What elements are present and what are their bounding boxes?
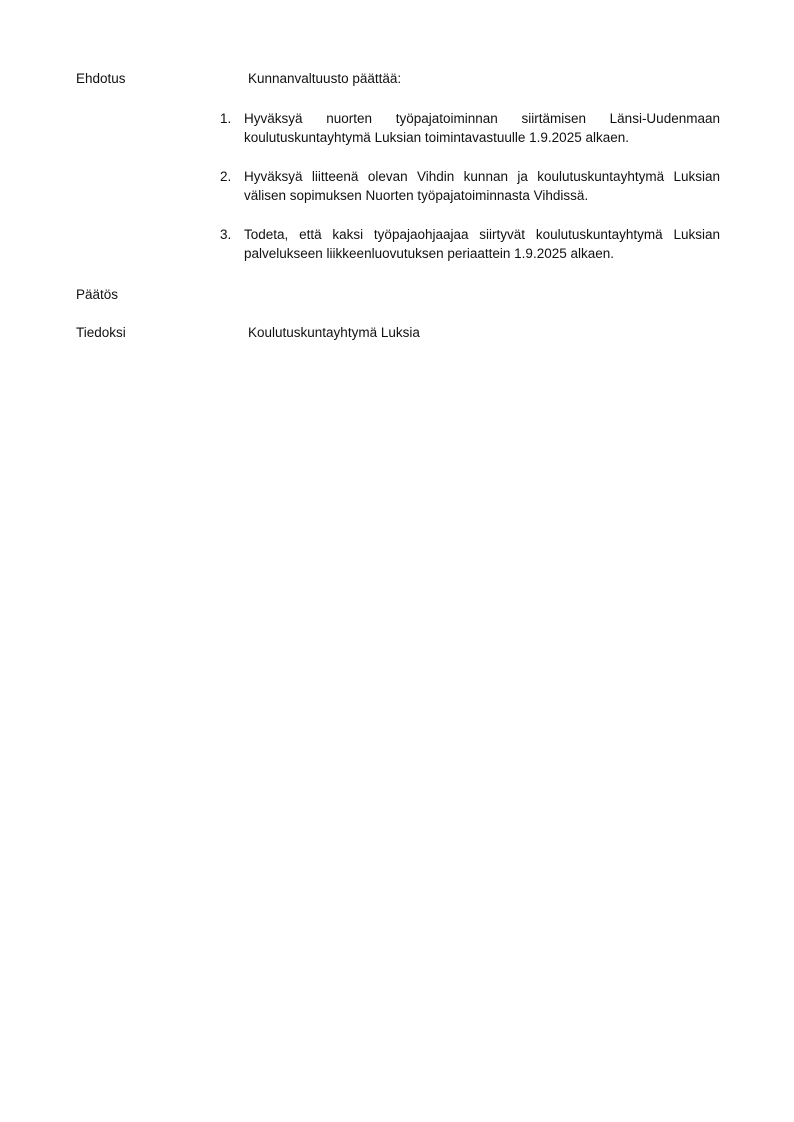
list-item-text: Hyväksyä nuorten työpajatoiminnan siirtämisen Länsi-Uudenmaan koulutuskuntayhtymä Luksian toimintavastuulle 1.9.2025 alkaen. (244, 111, 720, 145)
list-item-text: Todeta, että kaksi työpajaohjaajaa siirtyvät koulutuskuntayhtymä Luksian palvelukseen liikkeenluovutuksen periaattein 1.9.2025 alkaen. (244, 227, 720, 261)
list-item-text: Hyväksyä liitteenä olevan Vihdin kunnan ja koulutuskuntayhtymä Luksian välisen sopimuksen Nuorten työpajatoiminnasta Vihdissä. (244, 169, 720, 203)
proposal-list (220, 109, 720, 283)
list-item-number: 3. (220, 227, 232, 242)
list-item-number: 1. (220, 111, 232, 126)
proposal-intro: Kunnanvaltuusto päättää: (248, 71, 402, 86)
list-item (220, 167, 720, 205)
decision-label: Päätös (76, 287, 119, 302)
proposal-label: Ehdotus (76, 71, 126, 86)
for-information-label: Tiedoksi (76, 325, 126, 340)
for-information-value: Koulutuskuntayhtymä Luksia (248, 325, 420, 340)
list-item (220, 225, 720, 263)
list-item (220, 109, 720, 147)
list-item-number: 2. (220, 169, 232, 184)
